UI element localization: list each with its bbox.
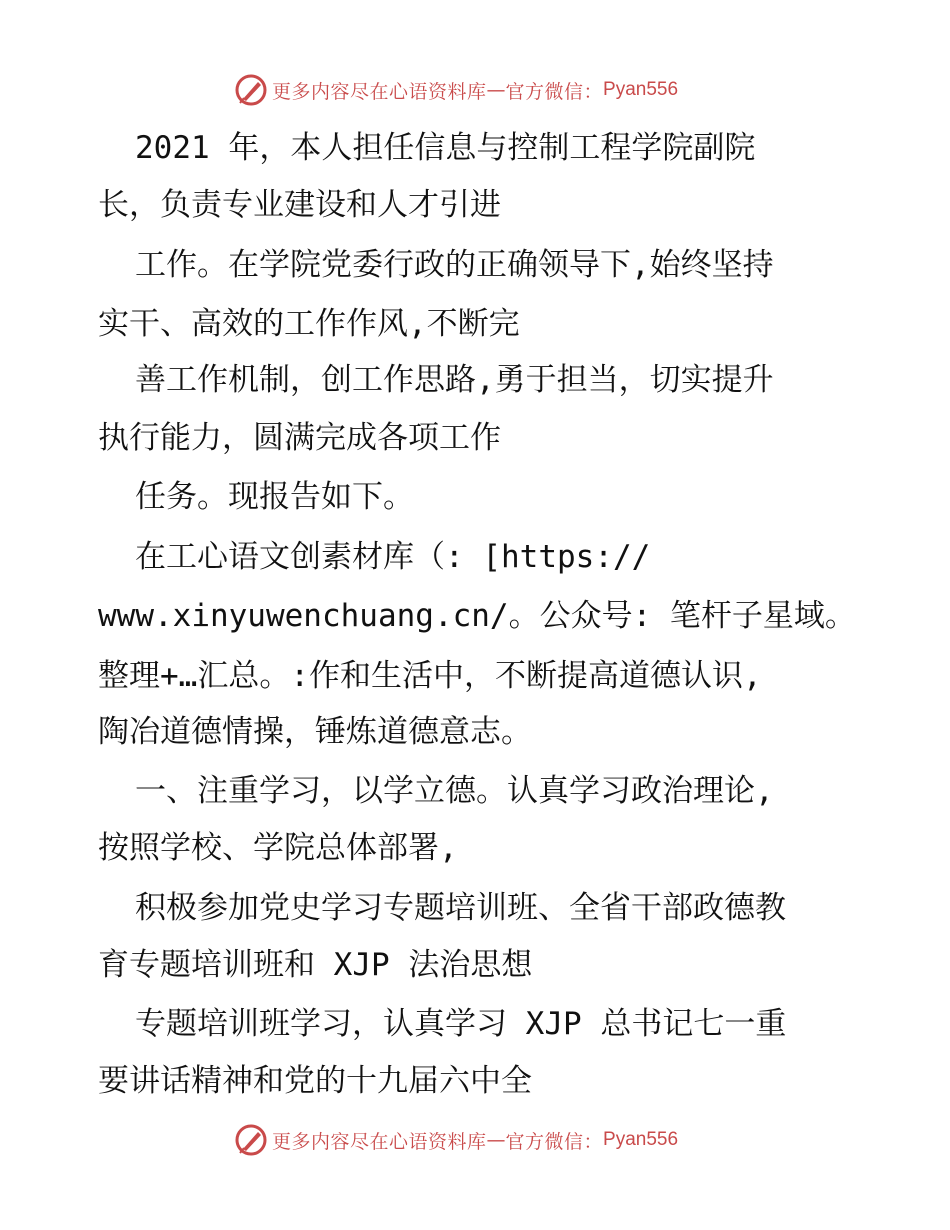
body-line: 陶冶道德情操，锤炼道德意志。 bbox=[98, 714, 532, 750]
banner-account: Pyan556 bbox=[603, 1129, 679, 1150]
body-line: 执行能力，圆满完成各项工作 bbox=[98, 420, 501, 456]
body-line: 任务。现报告如下。 bbox=[135, 479, 414, 515]
body-line: 在工心语文创素材库（: [https:// bbox=[135, 539, 651, 575]
body-line: 善工作机制，创工作思路,勇于担当，切实提升 bbox=[135, 362, 774, 398]
body-line: 工作。在学院党委行政的正确领导下,始终坚持 bbox=[135, 247, 774, 283]
body-line: 整理+…汇总。:作和生活中，不断提高道德认识, bbox=[98, 658, 762, 694]
body-line: 一、注重学习，以学立德。认真学习政治理论, bbox=[135, 773, 774, 809]
body-line: www.xinyuwenchuang.cn/。公众号: 笔杆子星域。 bbox=[98, 598, 856, 634]
body-line: 要讲话精神和党的十九届六中全 bbox=[98, 1063, 532, 1099]
banner-account: Pyan556 bbox=[603, 79, 679, 100]
banner-separator: — bbox=[486, 1129, 506, 1151]
banner-text: 更多内容尽在心语资料库 bbox=[272, 80, 487, 103]
banner-suffix: 官方微信： bbox=[505, 1130, 604, 1153]
body-line: 按照学校、学院总体部署, bbox=[98, 830, 458, 866]
footer-banner[interactable] bbox=[234, 1122, 714, 1158]
body-line: 积极参加党史学习专题培训班、全省干部政德教 bbox=[135, 890, 786, 926]
banner-separator: — bbox=[486, 79, 506, 101]
header-banner[interactable] bbox=[234, 72, 714, 108]
quill-logo-icon bbox=[234, 73, 268, 107]
quill-logo-icon bbox=[234, 1123, 268, 1157]
body-line: 专题培训班学习，认真学习 XJP 总书记七一重 bbox=[135, 1006, 787, 1042]
body-line: 育专题培训班和 XJP 法治思想 bbox=[98, 947, 533, 983]
banner-suffix: 官方微信： bbox=[505, 80, 604, 103]
body-line: 2021 年，本人担任信息与控制工程学院副院 bbox=[135, 130, 756, 166]
body-line: 实干、高效的工作作风,不断完 bbox=[98, 306, 520, 342]
body-line: 长，负责专业建设和人才引进 bbox=[98, 187, 501, 223]
banner-text: 更多内容尽在心语资料库 bbox=[272, 1130, 487, 1153]
